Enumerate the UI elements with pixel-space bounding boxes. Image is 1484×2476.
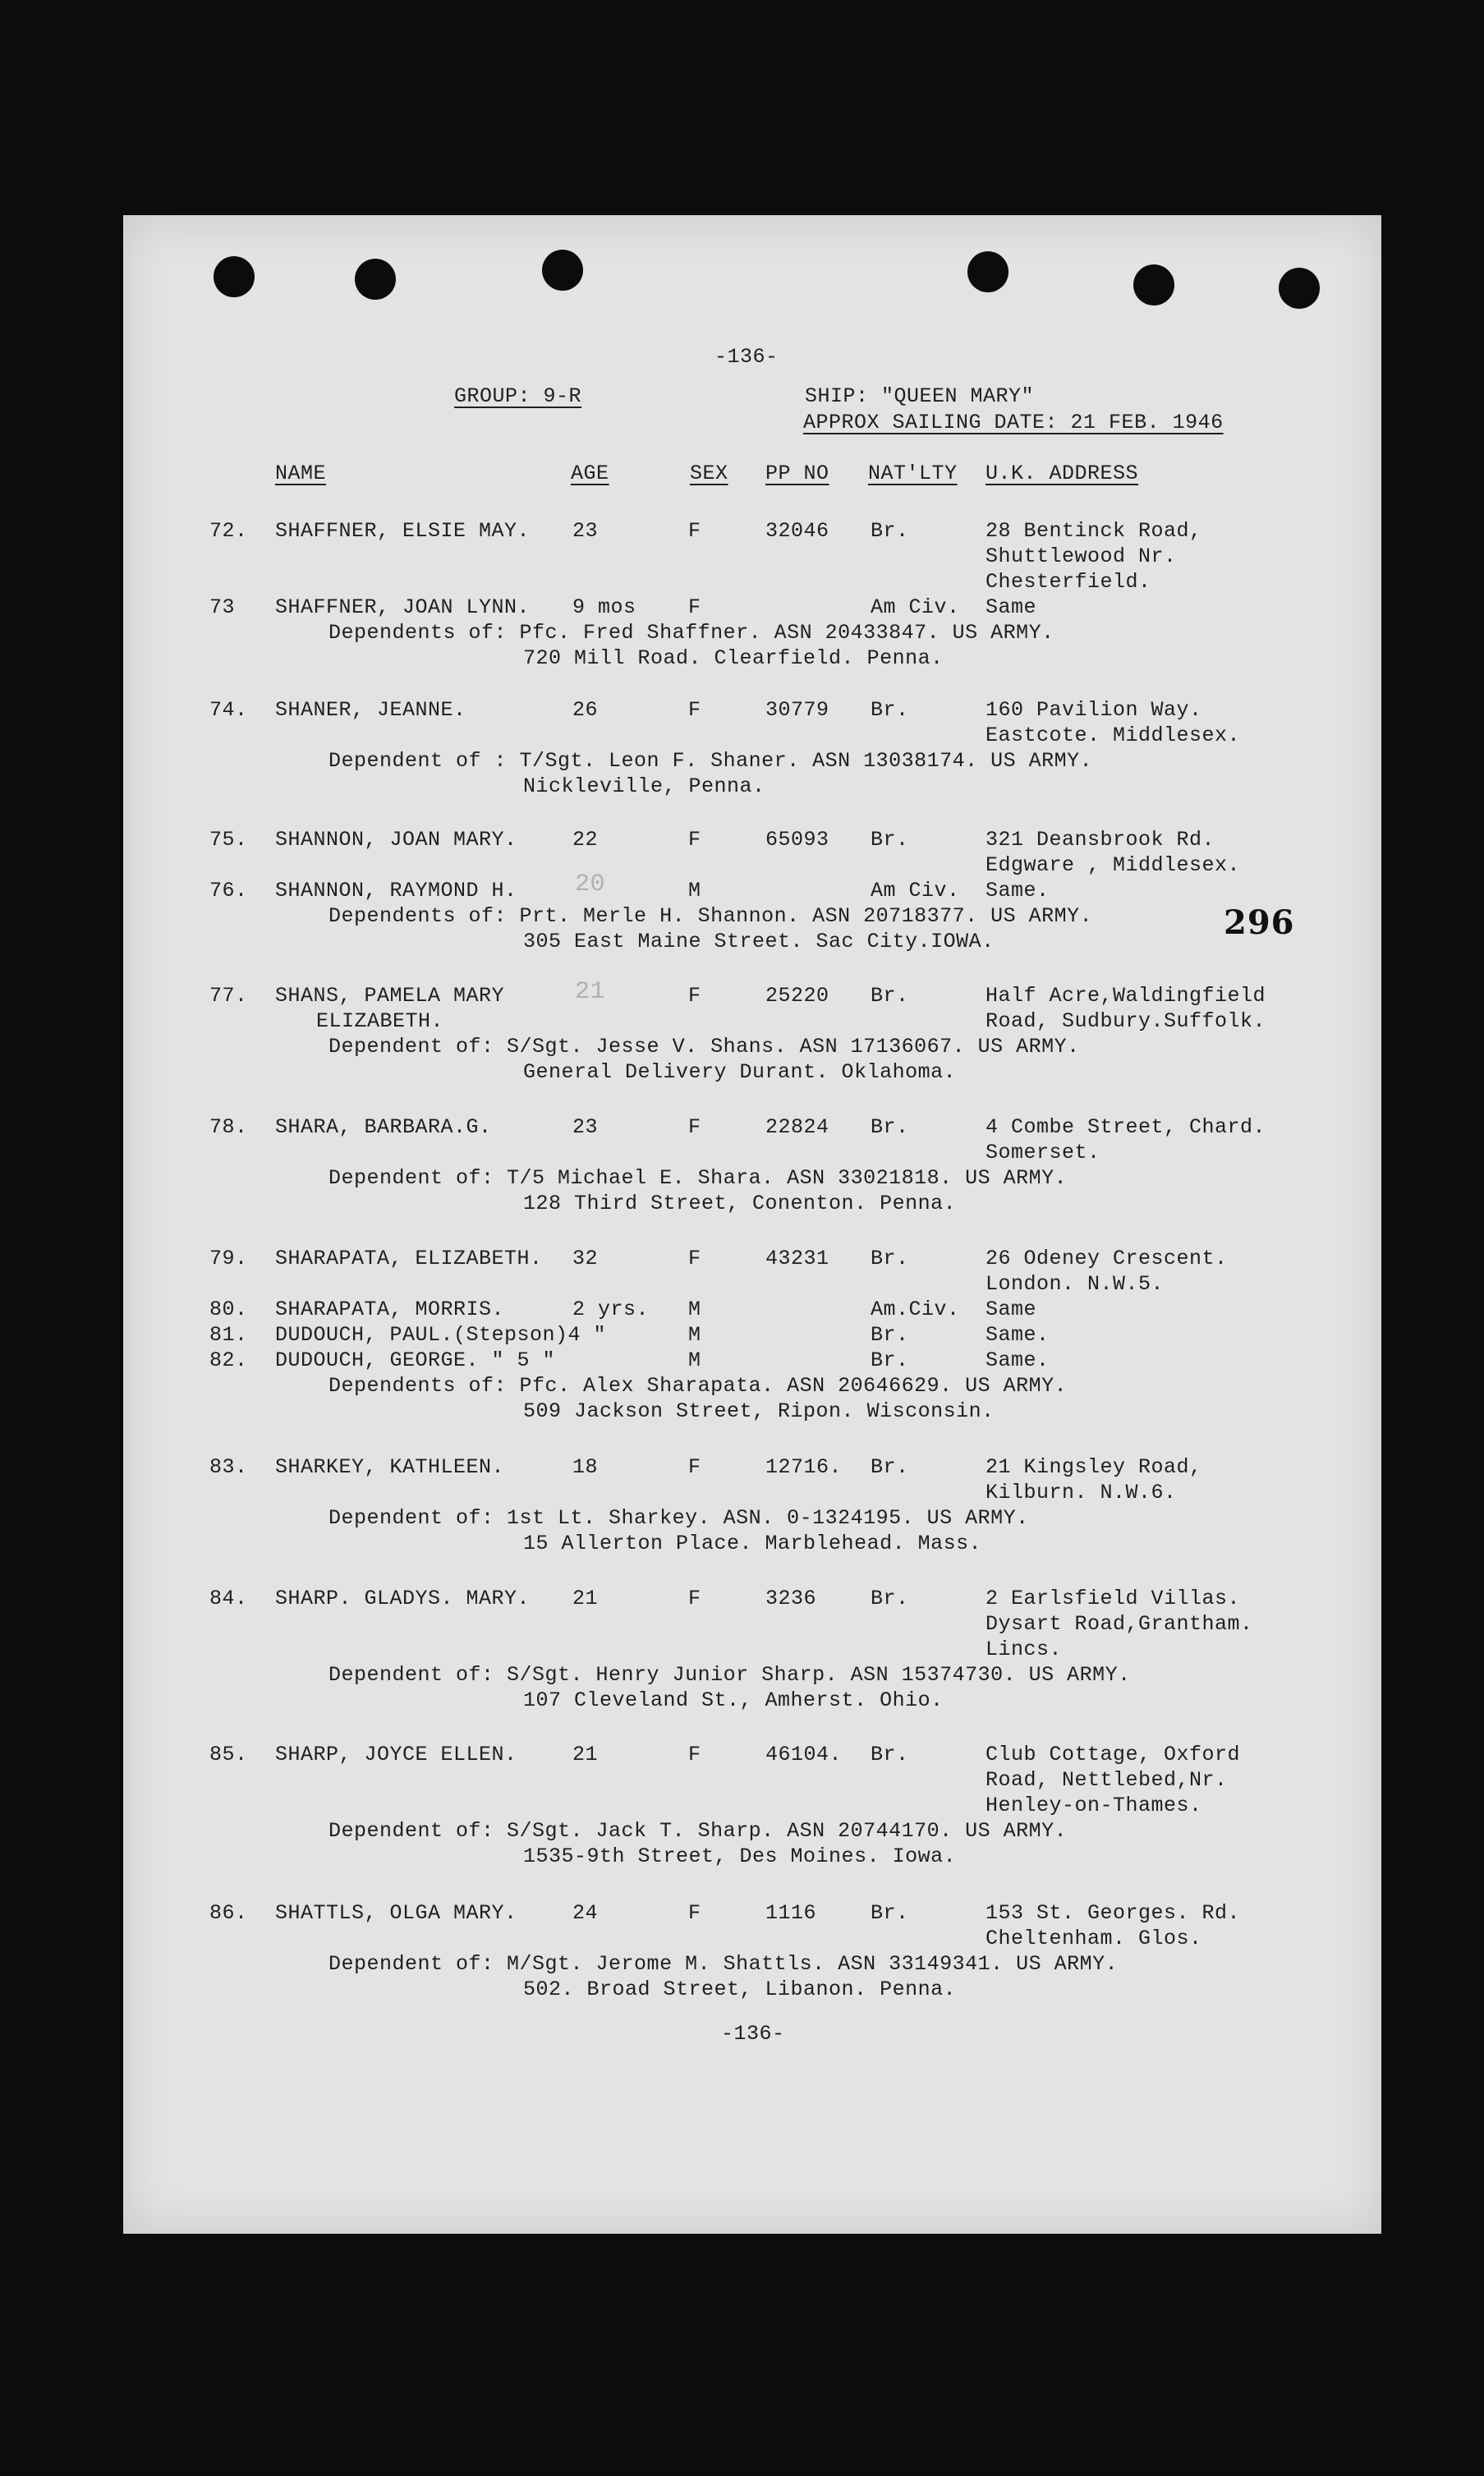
passenger-age: 22 <box>572 828 599 852</box>
passenger-sex: F <box>688 519 701 543</box>
passport-number: 1116 <box>765 1901 817 1925</box>
dependent-of-line: Dependents of: Pfc. Fred Shaffner. ASN 20433847. US ARMY. <box>329 621 1054 645</box>
uk-address-line: 26 Odeney Crescent. <box>986 1247 1228 1270</box>
sponsor-address-line: 509 Jackson Street, Ripon. Wisconsin. <box>523 1399 995 1423</box>
uk-address-line: Henley-on-Thames. <box>986 1794 1202 1817</box>
passenger-name: SHARA, BARBARA.G. <box>275 1115 492 1139</box>
passport-number: 43231 <box>765 1247 829 1270</box>
entry-number: 73 <box>209 595 236 619</box>
entry-number: 86. <box>209 1901 248 1925</box>
passenger-sex: F <box>688 1247 701 1270</box>
sponsor-address-line: 15 Allerton Place. Marblehead. Mass. <box>523 1532 982 1555</box>
dependent-of-line: Dependent of: 1st Lt. Sharkey. ASN. 0-1324195. US ARMY. <box>329 1506 1029 1530</box>
uk-address-line: Chesterfield. <box>986 570 1151 594</box>
passenger-sex: F <box>688 828 701 852</box>
passenger-name: DUDOUCH, PAUL.(Stepson)4 " <box>275 1323 607 1347</box>
passenger-sex: F <box>688 984 701 1008</box>
passenger-sex: F <box>688 698 701 722</box>
entry-number: 78. <box>209 1115 248 1139</box>
page-number-top: -136- <box>714 345 779 369</box>
passenger-name: SHANNON, RAYMOND H. <box>275 879 517 903</box>
dependent-of-line: Dependents of: Prt. Merle H. Shannon. ASN 20718377. US ARMY. <box>329 904 1093 928</box>
sponsor-address-line: 502. Broad Street, Libanon. Penna. <box>523 1978 957 2001</box>
nationality: Am Civ. <box>871 595 960 619</box>
uk-address-line: Road, Nettlebed,Nr. <box>986 1768 1228 1792</box>
nationality: Am Civ. <box>871 879 960 903</box>
punch-hole <box>542 250 583 291</box>
passenger-age: 2 yrs. <box>572 1298 650 1321</box>
pencil-note: 21 <box>575 978 606 1006</box>
group-label: GROUP: 9-R <box>454 384 582 408</box>
passenger-age: 32 <box>572 1247 599 1270</box>
entry-number: 85. <box>209 1743 248 1766</box>
passenger-name: SHARKEY, KATHLEEN. <box>275 1455 505 1479</box>
uk-address-line: Shuttlewood Nr. <box>986 544 1177 568</box>
uk-address-line: Club Cottage, Oxford <box>986 1743 1241 1766</box>
dependent-of-line: Dependent of: S/Sgt. Jack T. Sharp. ASN 20744170. US ARMY. <box>329 1819 1068 1843</box>
punch-hole <box>355 259 396 300</box>
dependent-of-line: Dependent of: S/Sgt. Henry Junior Sharp. ASN 15374730. US ARMY. <box>329 1663 1131 1687</box>
dependent-of-line: Dependent of: T/5 Michael E. Shara. ASN 33021818. US ARMY. <box>329 1166 1068 1190</box>
nationality: Br. <box>871 828 909 852</box>
nationality: Br. <box>871 1743 909 1766</box>
entry-number: 79. <box>209 1247 248 1270</box>
passenger-sex: F <box>688 1743 701 1766</box>
passenger-sex: F <box>688 595 701 619</box>
passenger-name: SHARAPATA, ELIZABETH. <box>275 1247 543 1270</box>
punch-hole <box>1133 264 1174 305</box>
punch-hole <box>214 256 255 297</box>
passenger-name: DUDOUCH, GEORGE. " 5 " <box>275 1348 556 1372</box>
passenger-age: 21 <box>572 1587 599 1610</box>
entry-number: 83. <box>209 1455 248 1479</box>
uk-address-line: 321 Deansbrook Rd. <box>986 828 1215 852</box>
column-name: NAME <box>275 462 327 485</box>
uk-address-line: 153 St. Georges. Rd. <box>986 1901 1241 1925</box>
passenger-sex: F <box>688 1455 701 1479</box>
entry-number: 80. <box>209 1298 248 1321</box>
passport-number: 22824 <box>765 1115 829 1139</box>
punch-hole <box>967 251 1008 292</box>
ship-label: SHIP: "QUEEN MARY" <box>805 384 1035 408</box>
nationality: Br. <box>871 1901 909 1925</box>
passport-number: 46104. <box>765 1743 843 1766</box>
passenger-sex: M <box>688 1348 701 1372</box>
passenger-name: SHANER, JEANNE. <box>275 698 466 722</box>
passport-number: 65093 <box>765 828 829 852</box>
uk-address-line: Cheltenham. Glos. <box>986 1927 1202 1950</box>
uk-address-line: Half Acre,Waldingfield <box>986 984 1266 1008</box>
passenger-age: 21 <box>572 1743 599 1766</box>
stamp-number: 296 <box>1224 903 1295 942</box>
sponsor-address-line: 305 East Maine Street. Sac City.IOWA. <box>523 930 995 953</box>
column-age: AGE <box>571 462 609 485</box>
pencil-note: 20 <box>575 871 606 898</box>
passport-number: 32046 <box>765 519 829 543</box>
column-sex: SEX <box>690 462 728 485</box>
passport-number: 12716. <box>765 1455 843 1479</box>
page-number-bottom: -136- <box>721 2022 785 2046</box>
uk-address-line: 2 Earlsfield Villas. <box>986 1587 1241 1610</box>
nationality: Br. <box>871 1115 909 1139</box>
passenger-age: 24 <box>572 1901 599 1925</box>
passenger-name: SHAFFNER, JOAN LYNN. <box>275 595 531 619</box>
entry-number: 82. <box>209 1348 248 1372</box>
passport-number: 25220 <box>765 984 829 1008</box>
column-nationality: NAT'LTY <box>868 462 958 485</box>
passenger-name: SHANNON, JOAN MARY. <box>275 828 517 852</box>
entry-number: 77. <box>209 984 248 1008</box>
nationality: Br. <box>871 1348 909 1372</box>
uk-address-line: Edgware , Middlesex. <box>986 853 1241 877</box>
passenger-name: SHANS, PAMELA MARY <box>275 984 505 1008</box>
entry-number: 75. <box>209 828 248 852</box>
passenger-age: 26 <box>572 698 599 722</box>
entry-number: 74. <box>209 698 248 722</box>
sponsor-address-line: 128 Third Street, Conenton. Penna. <box>523 1192 957 1215</box>
uk-address-line: 160 Pavilion Way. <box>986 698 1202 722</box>
passenger-sex: M <box>688 1323 701 1347</box>
uk-address-line: Same. <box>986 1323 1050 1347</box>
nationality: Br. <box>871 1455 909 1479</box>
entry-number: 81. <box>209 1323 248 1347</box>
dependent-of-line: Dependent of: S/Sgt. Jesse V. Shans. ASN 17136067. US ARMY. <box>329 1035 1080 1059</box>
passenger-sex: F <box>688 1901 701 1925</box>
uk-address-line: London. N.W.5. <box>986 1272 1165 1296</box>
passenger-sex: M <box>688 1298 701 1321</box>
nationality: Br. <box>871 1247 909 1270</box>
sponsor-address-line: Nickleville, Penna. <box>523 774 765 798</box>
nationality: Br. <box>871 1587 909 1610</box>
sponsor-address-line: 107 Cleveland St., Amherst. Ohio. <box>523 1688 944 1712</box>
passenger-age: 23 <box>572 1115 599 1139</box>
column-uk-address: U.K. ADDRESS <box>986 462 1139 485</box>
nationality: Am.Civ. <box>871 1298 960 1321</box>
dependent-of-line: Dependent of: M/Sgt. Jerome M. Shattls. ASN 33149341. US ARMY. <box>329 1952 1119 1976</box>
entry-number: 84. <box>209 1587 248 1610</box>
uk-address-line: 28 Bentinck Road, <box>986 519 1202 543</box>
uk-address-line: 21 Kingsley Road, <box>986 1455 1202 1479</box>
uk-address-line: Somerset. <box>986 1141 1100 1165</box>
uk-address-line: Dysart Road,Grantham. <box>986 1612 1253 1636</box>
nationality: Br. <box>871 519 909 543</box>
uk-address-line: Road, Sudbury.Suffolk. <box>986 1009 1266 1033</box>
entry-number: 72. <box>209 519 248 543</box>
uk-address-line: Lincs. <box>986 1638 1063 1661</box>
passenger-sex: F <box>688 1587 701 1610</box>
nationality: Br. <box>871 698 909 722</box>
uk-address-line: Same <box>986 1298 1037 1321</box>
passenger-sex: M <box>688 879 701 903</box>
passenger-name: ELIZABETH. <box>316 1009 444 1033</box>
passenger-age: 23 <box>572 519 599 543</box>
uk-address-line: Same. <box>986 879 1050 903</box>
sponsor-address-line: General Delivery Durant. Oklahoma. <box>523 1060 957 1084</box>
passenger-age: 18 <box>572 1455 599 1479</box>
sponsor-address-line: 720 Mill Road. Clearfield. Penna. <box>523 646 944 670</box>
sponsor-address-line: 1535-9th Street, Des Moines. Iowa. <box>523 1844 957 1868</box>
passport-number: 3236 <box>765 1587 817 1610</box>
uk-address-line: Same <box>986 595 1037 619</box>
passenger-name: SHARP. GLADYS. MARY. <box>275 1587 531 1610</box>
sailing-date: APPROX SAILING DATE: 21 FEB. 1946 <box>803 411 1224 434</box>
passenger-sex: F <box>688 1115 701 1139</box>
uk-address-line: Eastcote. Middlesex. <box>986 724 1241 747</box>
passenger-name: SHATTLS, OLGA MARY. <box>275 1901 517 1925</box>
passenger-name: SHAFFNER, ELSIE MAY. <box>275 519 531 543</box>
passenger-name: SHARP, JOYCE ELLEN. <box>275 1743 517 1766</box>
dependent-of-line: Dependents of: Pfc. Alex Sharapata. ASN 20646629. US ARMY. <box>329 1374 1068 1398</box>
passport-number: 30779 <box>765 698 829 722</box>
passenger-name: SHARAPATA, MORRIS. <box>275 1298 505 1321</box>
nationality: Br. <box>871 984 909 1008</box>
punch-hole <box>1279 268 1320 309</box>
uk-address-line: Same. <box>986 1348 1050 1372</box>
column-pp-no: PP NO <box>765 462 829 485</box>
dependent-of-line: Dependent of : T/Sgt. Leon F. Shaner. ASN 13038174. US ARMY. <box>329 749 1093 773</box>
entry-number: 76. <box>209 879 248 903</box>
uk-address-line: 4 Combe Street, Chard. <box>986 1115 1266 1139</box>
uk-address-line: Kilburn. N.W.6. <box>986 1481 1177 1504</box>
passenger-age: 9 mos <box>572 595 636 619</box>
nationality: Br. <box>871 1323 909 1347</box>
